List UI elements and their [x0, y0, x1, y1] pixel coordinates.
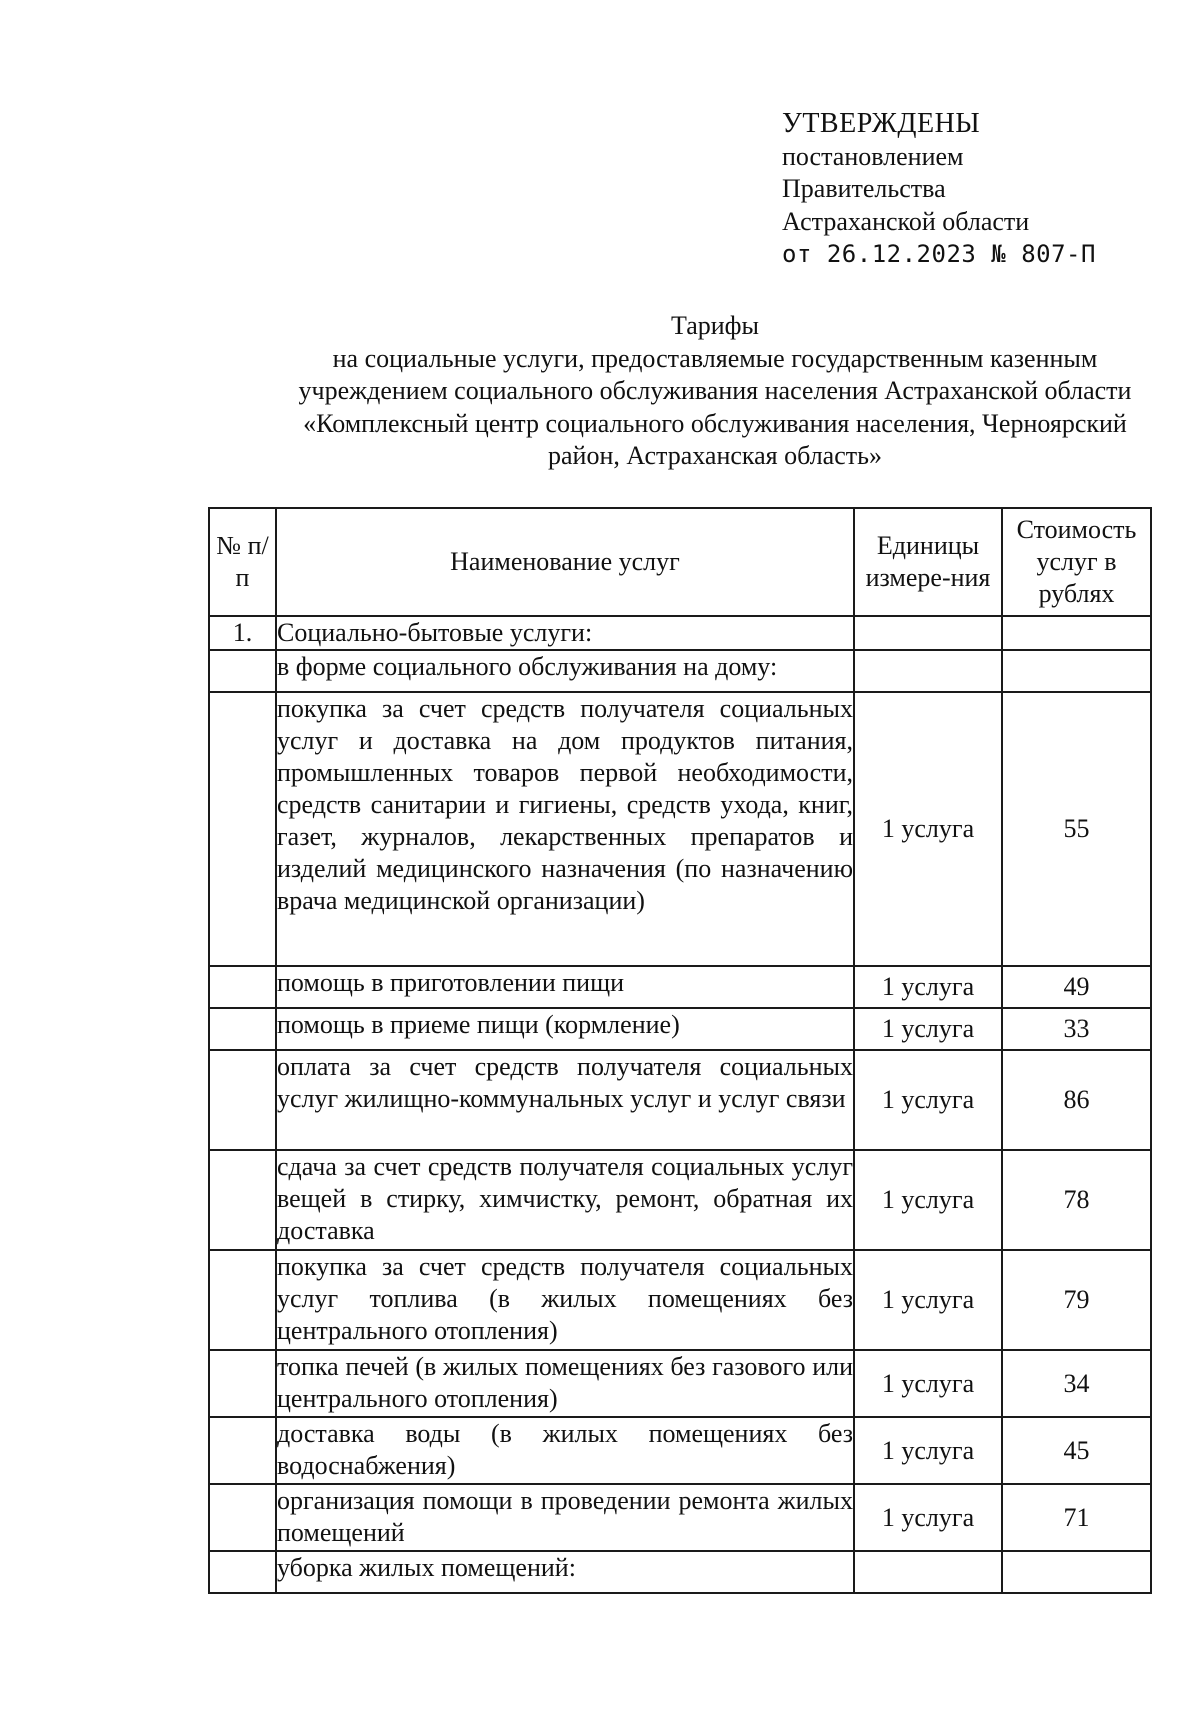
row-name: сдача за счет средств получателя социальных услуг вещей в стирку, химчистку, ремонт, обратная их доставка [276, 1150, 854, 1250]
row-num [209, 966, 276, 1008]
row-num [209, 1050, 276, 1150]
row-name: топка печей (в жилых помещениях без газового или центрального отопления) [276, 1350, 854, 1417]
tariffs-table [208, 507, 1152, 1594]
header-cost: Стоимость услуг в рублях [1002, 508, 1151, 616]
row-num: 1. [209, 616, 276, 650]
header-unit: Единицы измере-ния [854, 508, 1002, 616]
row-unit [854, 1551, 1002, 1593]
row-num [209, 650, 276, 692]
row-num [209, 1150, 276, 1250]
row-unit [854, 650, 1002, 692]
row-unit: 1 услуга [854, 966, 1002, 1008]
row-name: Социально-бытовые услуги: [276, 616, 854, 650]
row-unit: 1 услуга [854, 1484, 1002, 1551]
table-row [209, 1050, 1151, 1150]
row-cost: 34 [1002, 1350, 1151, 1417]
approval-title: УТВЕРЖДЕНЫ [782, 108, 981, 139]
approval-line: Астраханской области [782, 206, 1030, 236]
row-cost: 86 [1002, 1050, 1151, 1150]
row-name: покупка за счет средств получателя социальных услуг топлива (в жилых помещениях без центрального отопления) [276, 1250, 854, 1350]
row-unit: 1 услуга [854, 1250, 1002, 1350]
row-num [209, 1417, 276, 1484]
row-unit: 1 услуга [854, 1417, 1002, 1484]
subtitle-line: учреждением социального обслуживания населения Астраханской области [298, 376, 1132, 405]
row-cost: 79 [1002, 1250, 1151, 1350]
row-cost: 33 [1002, 1008, 1151, 1050]
document-heading [200, 310, 1200, 473]
row-unit: 1 услуга [854, 1150, 1002, 1250]
row-name: оплата за счет средств получателя социальных услуг жилищно-коммунальных услуг и услуг связи [276, 1050, 854, 1150]
subtitle-line: «Комплексный центр социального обслуживания населения, Черноярский [303, 408, 1127, 438]
row-name: помощь в приеме пищи (кормление) [276, 1008, 854, 1050]
row-name: уборка жилых помещений: [276, 1551, 854, 1593]
approval-date-number: от 26.12.2023 № 807-П [782, 240, 1096, 268]
row-cost: 78 [1002, 1150, 1151, 1250]
row-cost [1002, 616, 1151, 650]
row-cost: 49 [1002, 966, 1151, 1008]
table-row [209, 1417, 1151, 1484]
row-cost: 55 [1002, 692, 1151, 966]
approval-line: Правительства [782, 174, 946, 203]
table-row [209, 650, 1151, 692]
table-row [209, 1484, 1151, 1551]
subtitle-line: на социальные услуги, предоставляемые государственным казенным [332, 343, 1098, 373]
row-num [209, 1350, 276, 1417]
table-row [209, 692, 1151, 966]
row-cost: 71 [1002, 1484, 1151, 1551]
row-num [209, 1551, 276, 1593]
row-cost [1002, 650, 1151, 692]
approval-block [782, 108, 1096, 271]
row-name: в форме социального обслуживания на дому: [276, 650, 854, 692]
header-num: № п/п [209, 508, 276, 616]
row-name: организация помощи в проведении ремонта жилых помещений [276, 1484, 854, 1551]
header-name: Наименование услуг [276, 508, 854, 616]
table-header-row [209, 508, 1151, 616]
row-cost [1002, 1551, 1151, 1593]
row-unit: 1 услуга [854, 1350, 1002, 1417]
table-row [209, 616, 1151, 650]
table-row [209, 1551, 1151, 1593]
row-num [209, 1484, 276, 1551]
table-row [209, 1150, 1151, 1250]
subtitle-line: район, Астраханская область» [547, 441, 882, 470]
row-unit: 1 услуга [854, 1008, 1002, 1050]
row-num [209, 1008, 276, 1050]
table-row [209, 1008, 1151, 1050]
row-name: доставка воды (в жилых помещениях без водоснабжения) [276, 1417, 854, 1484]
table-row [209, 1250, 1151, 1350]
row-unit [854, 616, 1002, 650]
approval-line: постановлением [782, 141, 964, 171]
row-unit: 1 услуга [854, 692, 1002, 966]
row-cost: 45 [1002, 1417, 1151, 1484]
table-row [209, 1350, 1151, 1417]
page-title: Тарифы [670, 311, 759, 340]
table-row [209, 966, 1151, 1008]
row-name: покупка за счет средств получателя социальных услуг и доставка на дом продуктов питания, промышленных товаров первой необходимости, средств санитарии и гигиены, средств ухода, книг, газет, журналов, лекарственных препаратов и изделий медицинского назначения (по назначению врача медицинской организации) [276, 692, 854, 966]
row-num [209, 692, 276, 966]
row-name: помощь в приготовлении пищи [276, 966, 854, 1008]
row-num [209, 1250, 276, 1350]
row-unit: 1 услуга [854, 1050, 1002, 1150]
